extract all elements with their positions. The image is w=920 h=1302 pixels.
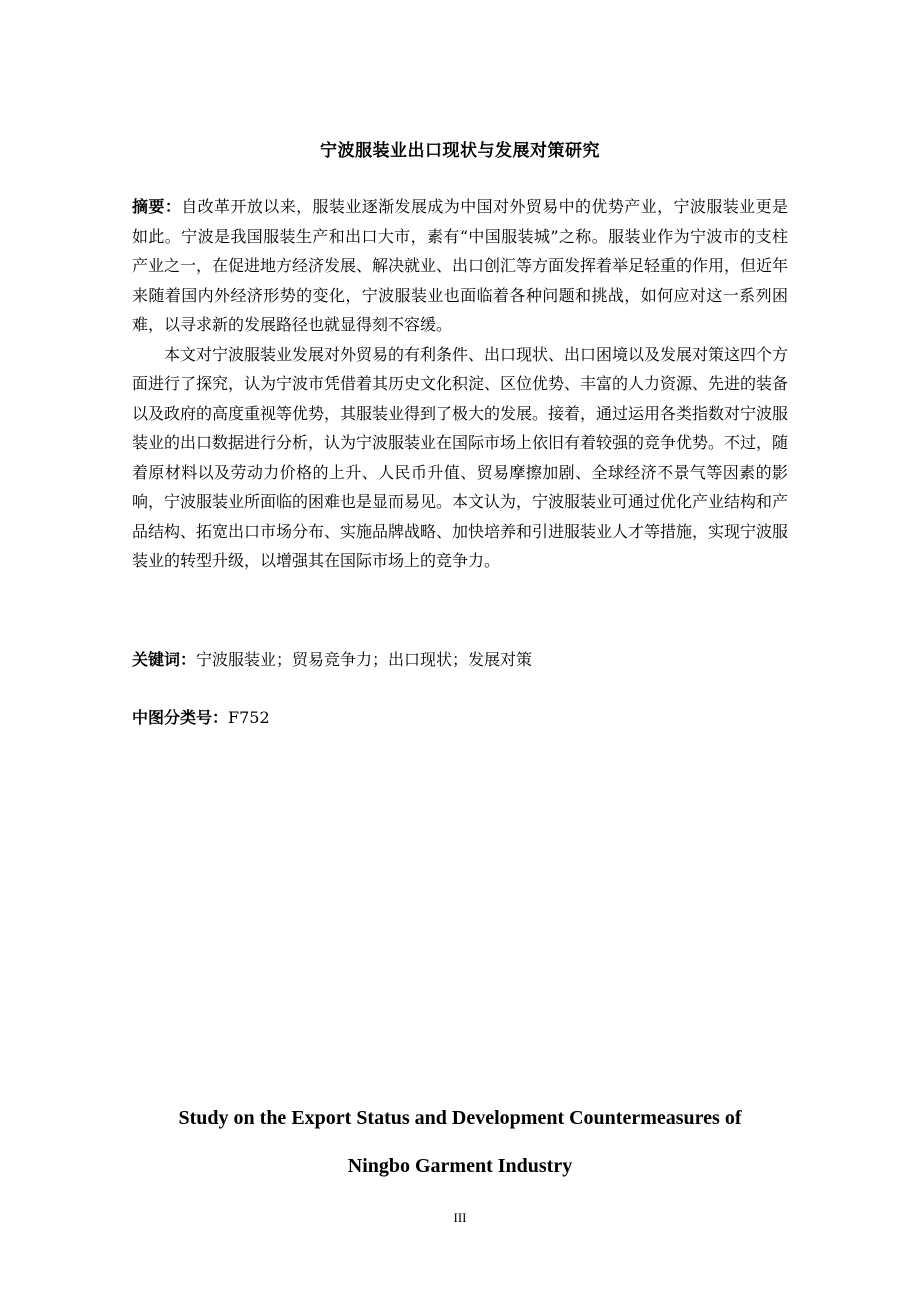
abstract-paragraph-1 xyxy=(132,192,788,340)
keywords-text: 宁波服装业；贸易竞争力；出口现状；发展对策 xyxy=(196,650,533,669)
abstract-label: 摘要： xyxy=(132,197,182,216)
keywords-line xyxy=(132,648,788,672)
classification-number-line xyxy=(132,706,788,730)
classification-text: F752 xyxy=(228,708,270,727)
page-number: III xyxy=(453,1210,467,1225)
english-title-line-1: Study on the Export Status and Development Countermeasures of xyxy=(178,1107,742,1129)
classification-label: 中图分类号： xyxy=(132,708,229,727)
abstract-section xyxy=(132,192,788,576)
keywords-label: 关键词： xyxy=(132,650,197,669)
abstract-paragraph-1-text: 自改革开放以来，服装业逐渐发展成为中国对外贸易中的优势产业，宁波服装业更是如此。宁波是我国服装生产和出口大市，素有“中国服装城”之称。服装业作为宁波市的支柱产业之一，在促进地方经济发展、解决就业、出口创汇等方面发挥着举足轻重的作用，但近年来随着国内外经济形势的变化，宁波服装业也面临着各种问题和挑战，如何应对这一系列困难，以寻求新的发展路径也就显得刻不容缓。 xyxy=(132,197,789,334)
english-title-line-2: Ningbo Garment Industry xyxy=(347,1155,573,1177)
chinese-title: 宁波服装业出口现状与发展对策研究 xyxy=(320,141,600,161)
abstract-paragraph-2: 本文对宁波服装业发展对外贸易的有利条件、出口现状、出口困境以及发展对策这四个方面进行了探究，认为宁波市凭借着其历史文化积淀、区位优势、丰富的人力资源、先进的装备以及政府的高度重视等优势，其服装业得到了极大的发展。接着，通过运用各类指数对宁波服装业的出口数据进行分析，认为宁波服装业在国际市场上依旧有着较强的竞争优势。不过，随着原材料以及劳动力价格的上升、人民币升值、贸易摩擦加剧、全球经济不景气等因素的影响，宁波服装业所面临的困难也是显而易见。本文认为，宁波服装业可通过优化产业结构和产品结构、拓宽出口市场分布、实施品牌战略、加快培养和引进服装业人才等措施，实现宁波服装业的转型升级，以增强其在国际市场上的竞争力。 xyxy=(132,344,789,570)
